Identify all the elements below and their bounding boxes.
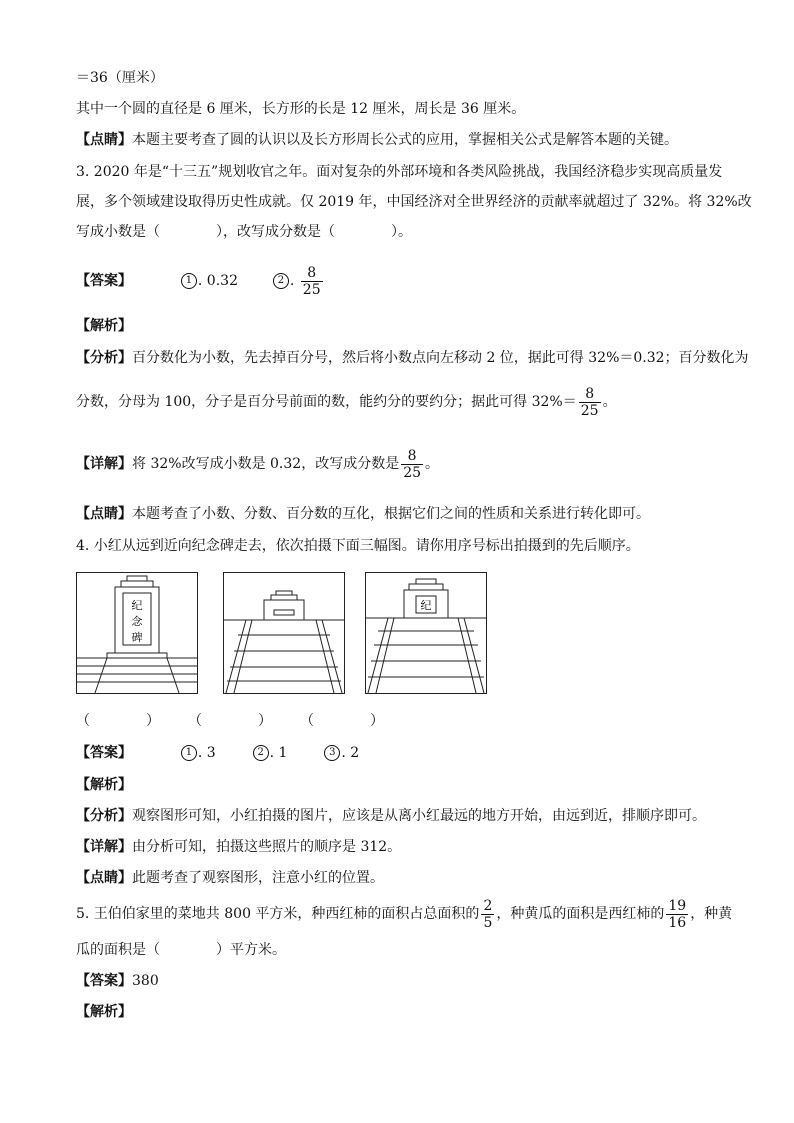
q4-text-line-1: 4. 小红从远到近向纪念碑走去，依次拍摄下面三幅图。请你用序号标出拍摄到的先后顺序。 [76,538,640,554]
xiangjie-line: 【详解】由分析可知，拍摄这些照片的顺序是 312。 [76,839,402,855]
fenxi-line-1: 【分析】百分数化为小数，先去掉百分号，然后将小数点向左移动 2 位，据此可得 32%＝0.32；百分数化为 [76,350,749,366]
answer-tag: 【答案】 [76,745,132,761]
fraction: $\frac{8}{25}$ [580,385,599,419]
dianjing-text: 本题主要考查了圆的认识以及长方形周长公式的应用，掌握相关公式是解答本题的关键。 [132,132,678,148]
dianjing-tag: 【点睛】 [76,132,132,148]
circled-number: 3 [324,745,340,761]
answer-tag: 【答案】 [76,273,132,289]
monument-figure-1 [76,572,198,694]
circled-number: 2 [253,745,269,761]
circled-number: 2 [273,273,289,289]
jiexi-heading: 【解析】 [76,777,132,793]
answer-value: . [289,273,295,289]
text-line: 其中一个圆的直径是 6 厘米，长方形的长是 12 厘米，周长是 36 厘米。 [76,101,526,117]
fenxi-line: 【分析】观察图形可知，小红拍摄的图片，应该是从离小红最远的地方开始，由远到近，排顺序即可。 [76,808,706,824]
dianjing-line [76,130,678,150]
answer-blank-1: （ ） [76,713,160,729]
fenxi-tag: 【分析】 [76,808,132,824]
answer-tag: 【答案】 [76,973,132,989]
fenxi-line-2: 分数，分母为 100，分子是百分号前面的数，能约分的要约分；据此可得 32%＝ $\frac{8}{25}$ 。 [76,385,617,419]
fraction: $\frac{8}{25}$ [403,447,422,481]
monument-figure-2 [223,572,345,694]
q3-answer-line [76,264,325,298]
q5-text-line-2: 瓜的面积是（ ）平方米。 [76,942,286,958]
fraction: $\frac{2}{5}$ [483,897,493,931]
answer-blank-2: （ ） [188,713,272,729]
answer-value: 380 [132,973,159,989]
answer-blank-3: （ ） [300,713,384,729]
text-line: ＝36（厘米） [76,70,164,86]
xiangjie-tag: 【详解】 [76,456,132,472]
jiexi-heading: 【解析】 [76,1004,132,1020]
dianjing-line: 【点睛】本题考查了小数、分数、百分数的互化，根据它们之间的性质和关系进行转化即可。 [76,506,650,522]
q3-text-line-2: 展，多个领域建设取得历史性成就。仅 2019 年，中国经济对全世界经济的贡献率就超过了 32%。将 32%改 [76,194,752,210]
q3-text-line-3: 写成小数是（ ），改写成分数是（ ）。 [76,224,412,240]
fraction: $\frac{19}{16}$ [668,897,687,931]
q5-text-line-1: 5. 王伯伯家里的菜地共 800 平方米，种西红柿的面积占总面积的 $\frac{2}{5}$ ，种黄瓜的面积是西红柿的 $\frac{19}{16}$ ，种黄 [76,897,733,931]
monument-char: 纪 [420,599,432,612]
answer-value: . 0.32 [197,273,238,289]
jiexi-heading: 【解析】 [76,318,132,334]
dianjing-line: 【点睛】此题考查了观察图形，注意小红的位置。 [76,870,384,886]
monument-char: 念 [131,615,143,628]
xiangjie-line: 【详解】将 32%改写成小数是 0.32，改写成分数是 $\frac{8}{25}$ 。 [76,447,440,481]
fraction: $\frac{8}{25}$ [302,264,321,298]
circled-number: 1 [181,273,197,289]
dianjing-tag: 【点睛】 [76,870,132,886]
monument-char: 碑 [131,631,143,644]
q4-answer-line: 【答案】 1 . 3 2 . 1 3 . 2 [76,745,360,761]
q5-answer-line [76,971,159,991]
fenxi-tag: 【分析】 [76,350,132,366]
monument-figure-3 [365,572,487,694]
q3-text-line-1: 3. 2020 年是“十三五”规划收官之年。面对复杂的外部环境和各类风险挑战，我国经济稳步实现高质量发 [76,164,723,180]
dianjing-tag: 【点睛】 [76,506,132,522]
monument-char: 纪 [131,599,143,612]
xiangjie-tag: 【详解】 [76,839,132,855]
circled-number: 1 [181,745,197,761]
